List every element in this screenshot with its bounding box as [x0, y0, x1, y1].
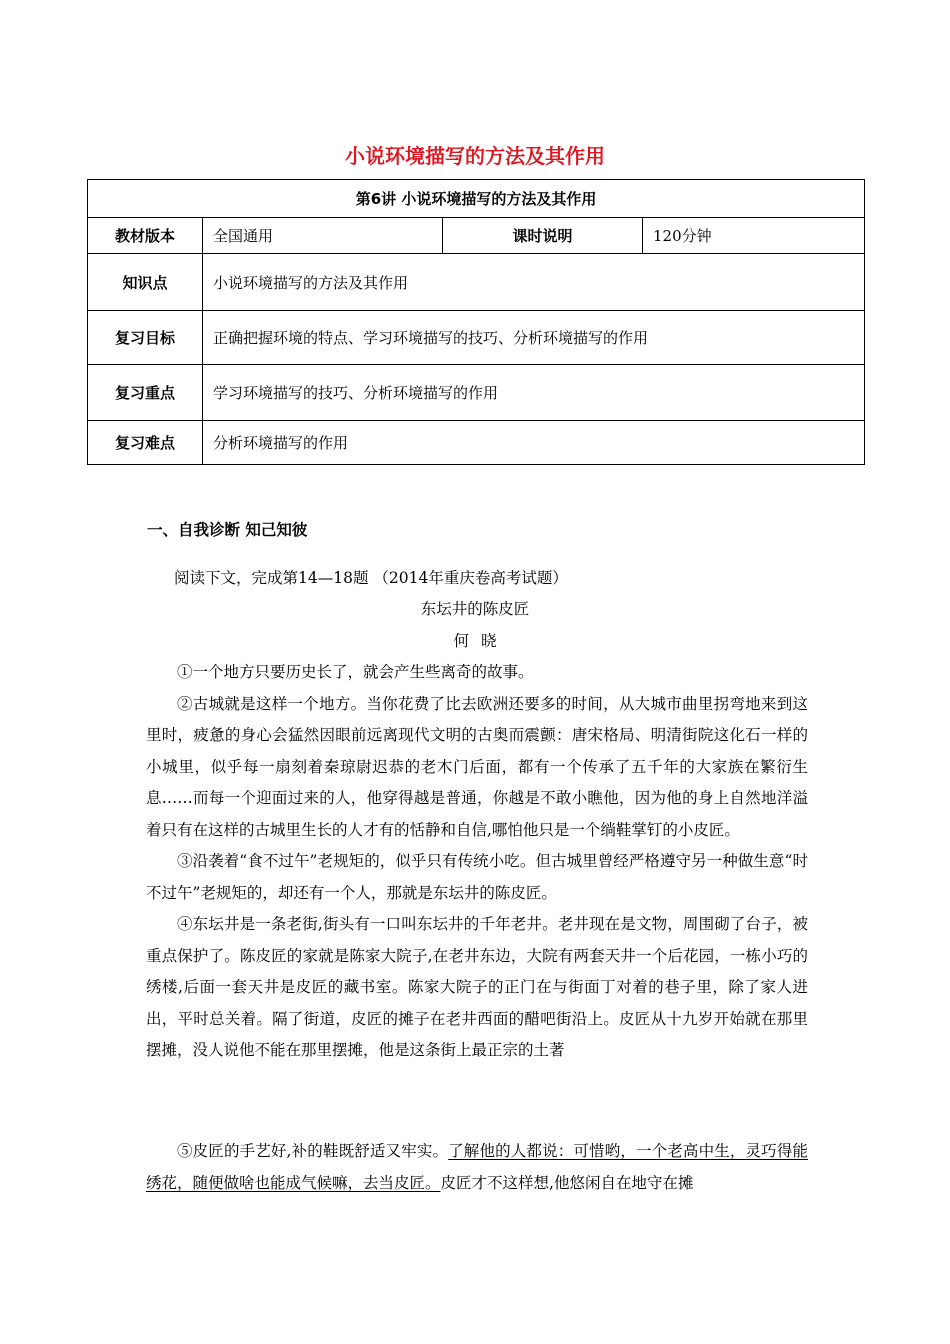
table-row: [88, 180, 865, 218]
row-label: 教材版本: [88, 218, 203, 254]
row-value: 120分钟: [643, 218, 865, 254]
table-row: [88, 218, 865, 254]
table-row: [88, 421, 865, 465]
row-value: 分析环境描写的作用: [203, 421, 865, 465]
document-title: 小说环境描写的方法及其作用: [345, 144, 605, 168]
row-label: 复习目标: [88, 311, 203, 365]
paragraph-1: ①一个地方只要历史长了，就会产生些离奇的故事。: [177, 663, 534, 681]
table-row: [88, 365, 865, 421]
story-body-continued: [146, 1136, 808, 1199]
row-value: 学习环境描写的技巧、分析环境描写的作用: [203, 365, 865, 421]
section-heading: 一、自我诊断 知己知彼: [147, 521, 308, 539]
paragraph-5: [146, 1136, 808, 1199]
row-label: 课时说明: [443, 218, 643, 254]
table-row: [88, 254, 865, 311]
story-body: [146, 657, 808, 1067]
lecture-title: 第6讲 小说环境描写的方法及其作用: [88, 180, 865, 218]
story-title: 东坛井的陈皮匠: [420, 600, 530, 618]
paragraph-5-lead: ⑤皮匠的手艺好,补的鞋既舒适又牢实。: [177, 1142, 449, 1160]
paragraph-2: ②古城就是这样一个地方。当你花费了比去欧洲还要多的时间，从大城市曲里拐弯地来到这里时，疲惫的身心会猛然因眼前远离现代文明的古奥而震颤：唐宋格局、明清街院这化石一样的小城里，似乎每一扇刻着秦琼尉迟恭的老木门后面，都有一个传承了五千年的大家族在繁衍生息……而每一个迎面过来的人，他穿得越是普通，你越是不敢小瞧他，因为他的身上自然地洋溢着只有在这样的古城里生长的人才有的恬静和自信,哪怕他只是一个绱鞋掌钉的小皮匠。: [146, 694, 808, 839]
reading-instructions: 阅读下文，完成第14—18题 （2014年重庆卷高考试题）: [174, 569, 568, 587]
story-author: 何晓: [453, 632, 509, 650]
paragraph-3: ③沿袭着“食不过午”老规矩的，似乎只有传统小吃。但古城里曾经严格遵守另一种做生意“时不过午”老规矩的，却还有一个人，那就是东坛井的陈皮匠。: [146, 852, 808, 902]
paragraph-5-tail: 皮匠才不这样想,他悠闲自在地守在摊: [440, 1173, 694, 1192]
row-label: 复习重点: [88, 365, 203, 421]
paragraph-4: ④东坛井是一条老街,街头有一口叫东坛井的千年老井。老井现在是文物，周围砌了台子，被重点保护了。陈皮匠的家就是陈家大院子,在老井东边，大院有两套天井一个后花园，一栋小巧的绣楼,后面一套天井是皮匠的藏书室。陈家大院子的正门在与街面丁对着的巷子里，除了家人进出，平时总关着。隔了街道，皮匠的摊子在老井西面的醋吧街沿上。皮匠从十九岁开始就在那里摆摊，没人说他不能在那里摆摊，他是这条街上最正宗的土著: [146, 915, 808, 1059]
table-row: [88, 311, 865, 365]
row-value: 正确把握环境的特点、学习环境描写的技巧、分析环境描写的作用: [203, 311, 865, 365]
underlined-sentence: 了解他的人都说：可惜哟，一个老高中生，灵巧得能绣花，随便做啥也能成气候嘛，去当皮匠。: [146, 1142, 808, 1192]
lesson-info-table: [87, 179, 865, 465]
row-label: 知识点: [88, 254, 203, 311]
row-label: 复习难点: [88, 421, 203, 465]
row-value: 小说环境描写的方法及其作用: [203, 254, 865, 311]
row-value: 全国通用: [203, 218, 443, 254]
